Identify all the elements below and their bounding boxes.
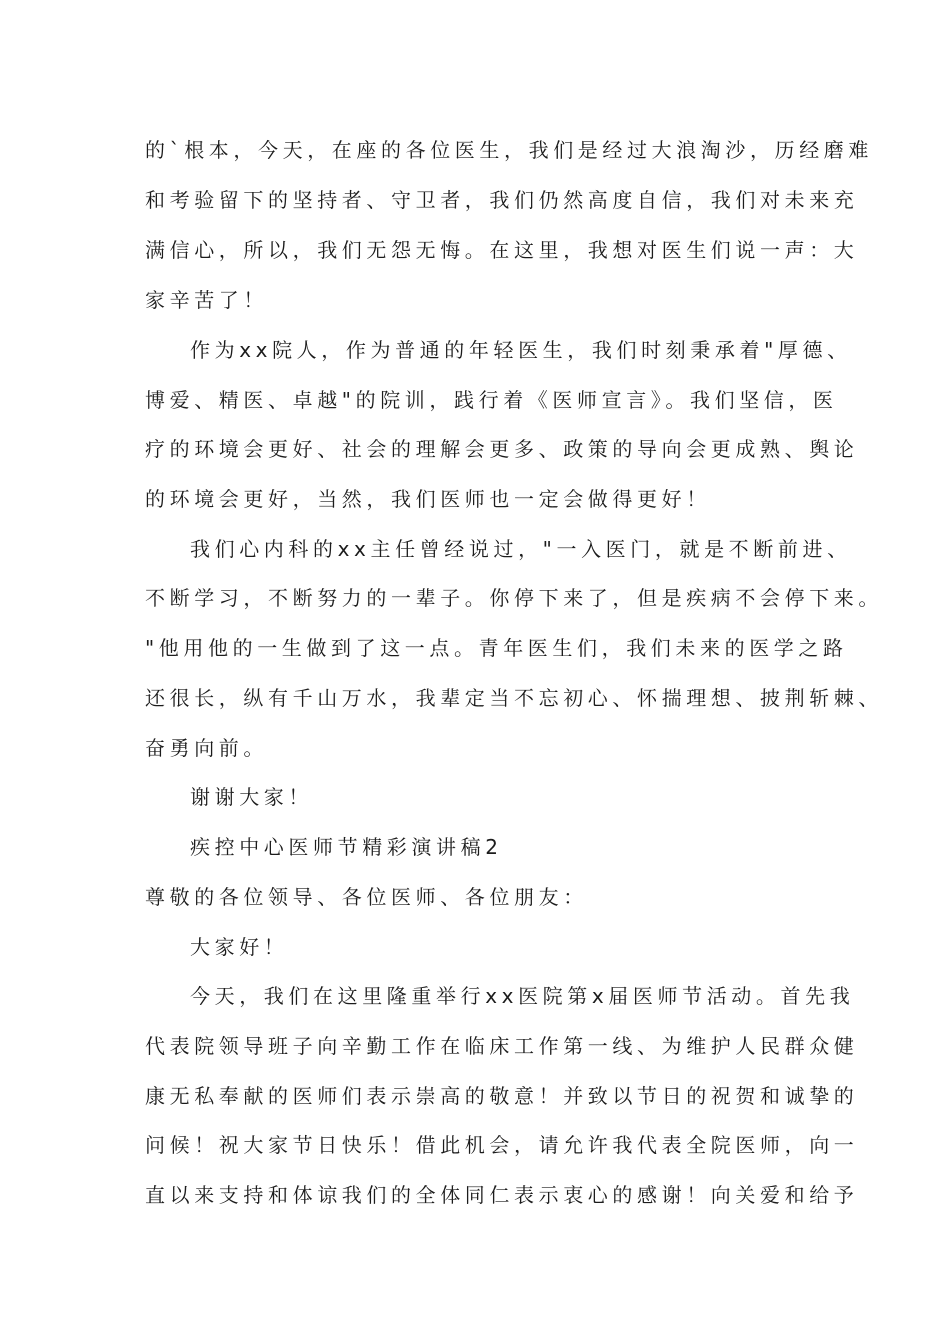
paragraph-line: 康无私奉献的医师们表示崇高的敬意！并致以节日的祝贺和诚挚的: [145, 1084, 859, 1108]
greeting: 大家好！: [190, 935, 289, 959]
paragraph-line: 代表院领导班子向辛勤工作在临床工作第一线、为维护人民群众健: [145, 1034, 859, 1058]
paragraph-line: 作为xx院人，作为普通的年轻医生，我们时刻秉承着"厚德、: [190, 338, 852, 362]
closing-line: 谢谢大家！: [190, 785, 313, 809]
paragraph-line: 今天，我们在这里隆重举行xx医院第x届医师节活动。首先我: [190, 984, 855, 1008]
paragraph-line: 的`根本，今天，在座的各位医生，我们是经过大浪淘沙，历经磨难: [145, 138, 873, 162]
paragraph-line: 不断学习，不断努力的一辈子。你停下来了，但是疾病不会停下来。: [145, 586, 883, 610]
paragraph-line: 问候！祝大家节日快乐！借此机会，请允许我代表全院医师，向一: [145, 1133, 859, 1157]
paragraph-line: 直以来支持和体谅我们的全体同仁表示衷心的感谢！向关爱和给予: [145, 1183, 859, 1207]
paragraph-line: "他用他的一生做到了这一点。青年医生们，我们未来的医学之路: [145, 636, 848, 660]
salutation: 尊敬的各位领导、各位医师、各位朋友：: [145, 885, 588, 909]
paragraph-line: 奋勇向前。: [145, 736, 268, 760]
paragraph-line: 家辛苦了！: [145, 288, 268, 312]
paragraph-line: 我们心内科的xx主任曾经说过，"一入医门，就是不断前进、: [190, 537, 852, 561]
paragraph-line: 还很长，纵有千山万水，我辈定当不忘初心、怀揣理想、披荆斩棘、: [145, 686, 883, 710]
paragraph-line: 满信心，所以，我们无怨无悔。在这里，我想对医生们说一声：大: [145, 238, 859, 262]
paragraph-line: 疗的环境会更好、社会的理解会更多、政策的导向会更成熟、舆论: [145, 437, 859, 461]
section-title: 疾控中心医师节精彩演讲稿2: [190, 835, 503, 859]
paragraph-line: 的环境会更好，当然，我们医师也一定会做得更好！: [145, 487, 711, 511]
paragraph-line: 博爱、精医、卓越"的院训，践行着《医师宣言》。我们坚信，医: [145, 388, 838, 412]
paragraph-line: 和考验留下的坚持者、守卫者，我们仍然高度自信，我们对未来充: [145, 188, 859, 212]
